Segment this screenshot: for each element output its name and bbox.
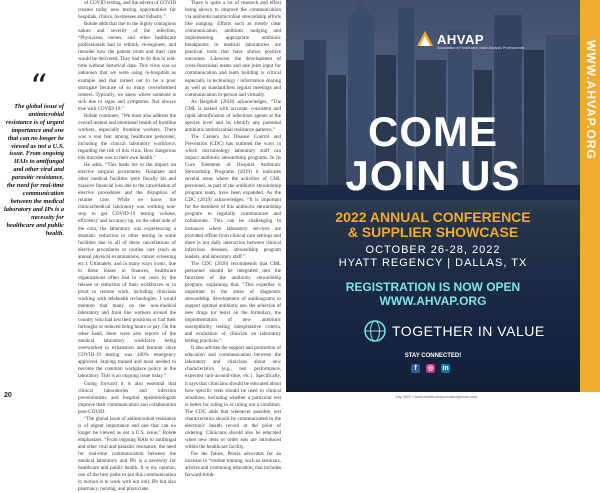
logo-subtitle: Association of Healthcare Value Analysis Professionals <box>437 46 525 50</box>
headline-line-1: COME <box>368 108 498 155</box>
side-url-text: WWW.AHVAP.ORG <box>584 40 598 160</box>
page-number: 20 <box>4 392 12 399</box>
linkedin-icon[interactable]: in <box>442 365 449 372</box>
paragraph: “The global issue of antimicrobial resistance is of urgent importance and one that can no longer be viewed as not a U.S. issue,” Rohde emphasizes. “From ongoing HAIs to antifungal and other viral and parasitic resistance, the need for real-time communication between the medical laboratory and IPs is a necessity for healthcare and public health. It is my opinion, one of the best paths to put this communication in motion is to work with not only IPs but also pharmacy, nursing, and physicians. <box>78 415 176 493</box>
instagram-icon[interactable]: ◎ <box>427 365 434 372</box>
pull-quote-text: The global issue of antimicrobial resistance is of urgent importance and one that can no longer be viewed as not a U.S. issue. From ongoing HAIs to antifungal and other viral and parasitic resistance, the need for real-time communication between the medical laboratory and IPs is a necessity for healthcare and public health. <box>4 103 65 237</box>
registration-link[interactable]: WWW.AHVAP.ORG <box>379 294 487 308</box>
conference-venue: HYATT REGENCY | DALLAS, TX <box>338 257 528 269</box>
conference-dates: OCTOBER 26-28, 2022 <box>365 244 501 256</box>
ahvap-logo-icon <box>416 30 434 48</box>
page-footer: July 2022 • www.healthcarepurchasingnews.com <box>394 395 478 399</box>
side-stripe <box>580 0 600 392</box>
registration-open-text: REGISTRATION IS NOW OPEN <box>345 280 521 294</box>
ahvap-advertisement[interactable] <box>286 0 600 392</box>
social-links <box>411 364 450 373</box>
paragraph: For the future, Peoria advocates for an increase in “routine training, such as seminars, articles and continuing education, that includes forward-think- <box>185 451 281 479</box>
paragraph: Rohde continues, “We must also address the overall mental and emotional health of frontline workers, especially frontline workers. There was a real fear among healthcare personnel, including the clinical laboratory workforce, regarding the risk of this virus. How dangerous this microbe was to their own health.” <box>78 112 176 162</box>
conference-title-line-1: 2022 ANNUAL CONFERENCE <box>335 209 531 225</box>
conference-title-line-2: & SUPPLIER SHOWCASE <box>347 224 519 240</box>
logo-name: AHVAP <box>437 31 485 47</box>
paragraph: It also advises the support and promotion of education and communication between the laboratory and clinicians about new characteristics (e.g., test performance, expected turn-around-time, etc.). Specifically, it says that clinicians should be educated about how specific tests should be used in clinical situations, including whether a particular test is better for ruling in or ruling out a condition. The CDC adds that whenever possible, test characteristics should be communicated in the electronic health record at the point of ordering. Clinicians should also be educated when new tests or order sets are introduced within the healthcare facility. <box>185 345 281 450</box>
tagline <box>364 320 545 342</box>
tagline-text: TOGETHER IN VALUE <box>392 323 545 339</box>
paragraph: Going forward it is also essential that clinical laboratories and infection preventionists and hospital epidemiologists improve their communication and collaboration post-COVID. <box>78 380 176 415</box>
paragraph: He adds, “This leads me to the impact on elective surgical procedures. Hospitals and other medical facilities were fiscally hit and massive financial loss due to the cancellation of elective procedures and the disruption of routine care. While we know the clinical/medical laboratory was working non-stop to get COVID-19 testing volume, efficiency and accuracy up, on the other side of the coin, the laboratory was experiencing a dramatic reduction in other testing in some facilities due to all of these cancellations of elective procedures or routine care (such as annual physical examinations, cancer screening etc.). Ultimately, and in many ways ironic, due to these losses in finances, healthcare organizations often had to cut costs by the release or reduction of their workforces or in pivot to remote work, including clinicians working with telehealth technologies. I would mention that many on the non-medical laboratory and front line workers around the country who had lost their positions or had their furloughs or reduced being hours or pay. On the other hand, there were also reports of the medical laboratory workforce being overworked to exhaustion and burnout since COVID-19 testing was 100% emergency approved. Staying trained and most needed to become the common workplace policy in the laboratory. This is an ongoing issue today.” <box>78 162 176 380</box>
paragraph: The CDC (2020) recommends that CML personnel should be integrated into the functions of the antibiotic stewardship program, explaining that, “This expertise is important in the areas of diagnostic stewardship, development of antibiograms to support optimal antibiotic use, the selection of new drugs (or tests) on the formulary, the implementation of new antibiotic susceptibility testing interpretative criteria, and evaluation of clinician on laboratory testing practices.” <box>185 260 281 345</box>
globe-icon <box>364 320 386 342</box>
paragraph: The Centers for Disease Control and Prevention (CDC) has outlined the ways in which microbiology laboratory staff can impact antibiotic stewardship programs. In its Core Elements of Hospital Antibiotic Stewardship Programs (2019) it indicates several areas where the activities of CML personnel, as part of the antibiotic stewardship program team, have been expanded. As the CDC (2019) acknowledges, “It is important for the members of this antibiotic stewardship program to regularly communicate and collaborate. This can be challenging in instances where laboratory services are provided offsite from clinical care settings and there is not daily interaction between clinical infectious diseases, stewardship program leaders, and laboratory staff.” <box>185 133 281 260</box>
paragraph: As Bergdolt (2018) acknowledges, “The CML is tasked with accurate, consistent and rapid identification of infectious agents at the species level and its identify any potential antibiotic/antimicrobial resistance patterns.” <box>185 98 281 133</box>
paragraph: There is quite a lot of research and effort being shown to improve the communication via antibiotic/antimicrobial stewardship efforts like nudging. Efforts such as timely clear communication, antibiotic nudging and implementing appropriate antibiotic breakpoints in medical laboratories are practical tools that have shown positive outcomes. Likewise, the development of cross-functional teams and one joint input for communication and team building is critical especially in technology / information sharing as well as standard/best regular meetings and communication in-person and virtually. <box>185 0 281 98</box>
article-page <box>0 0 284 493</box>
open-quote-icon: “ <box>30 67 48 107</box>
article-column-2 <box>185 0 281 479</box>
headline-line-2: JOIN US <box>345 152 521 199</box>
paragraph: of COVID testing, and the advent of COVID created today new testing opportunities for hospitals, clinics, businesses and industry.” <box>78 0 176 21</box>
facebook-icon[interactable]: f <box>411 364 420 373</box>
stay-connected-text: STAY CONNECTED! <box>404 353 462 359</box>
article-column-1 <box>78 0 176 493</box>
paragraph: Rohde adds that due to the highly contagious nature and severity of the infection, “Physicians, nurses, and other healthcare professionals had to rethink, re-engineer, and remodel how the patient room and their care would be delivered. They had to do this in real-time without historical data. This virus was so unknown that we were using in-hospitals as example and that turned out to be a poor surrogate because of so many overwhelmed centers. Typically, we knew where someone is sick due to signs and symptoms. Not always true with COVID-19.” <box>78 21 176 112</box>
